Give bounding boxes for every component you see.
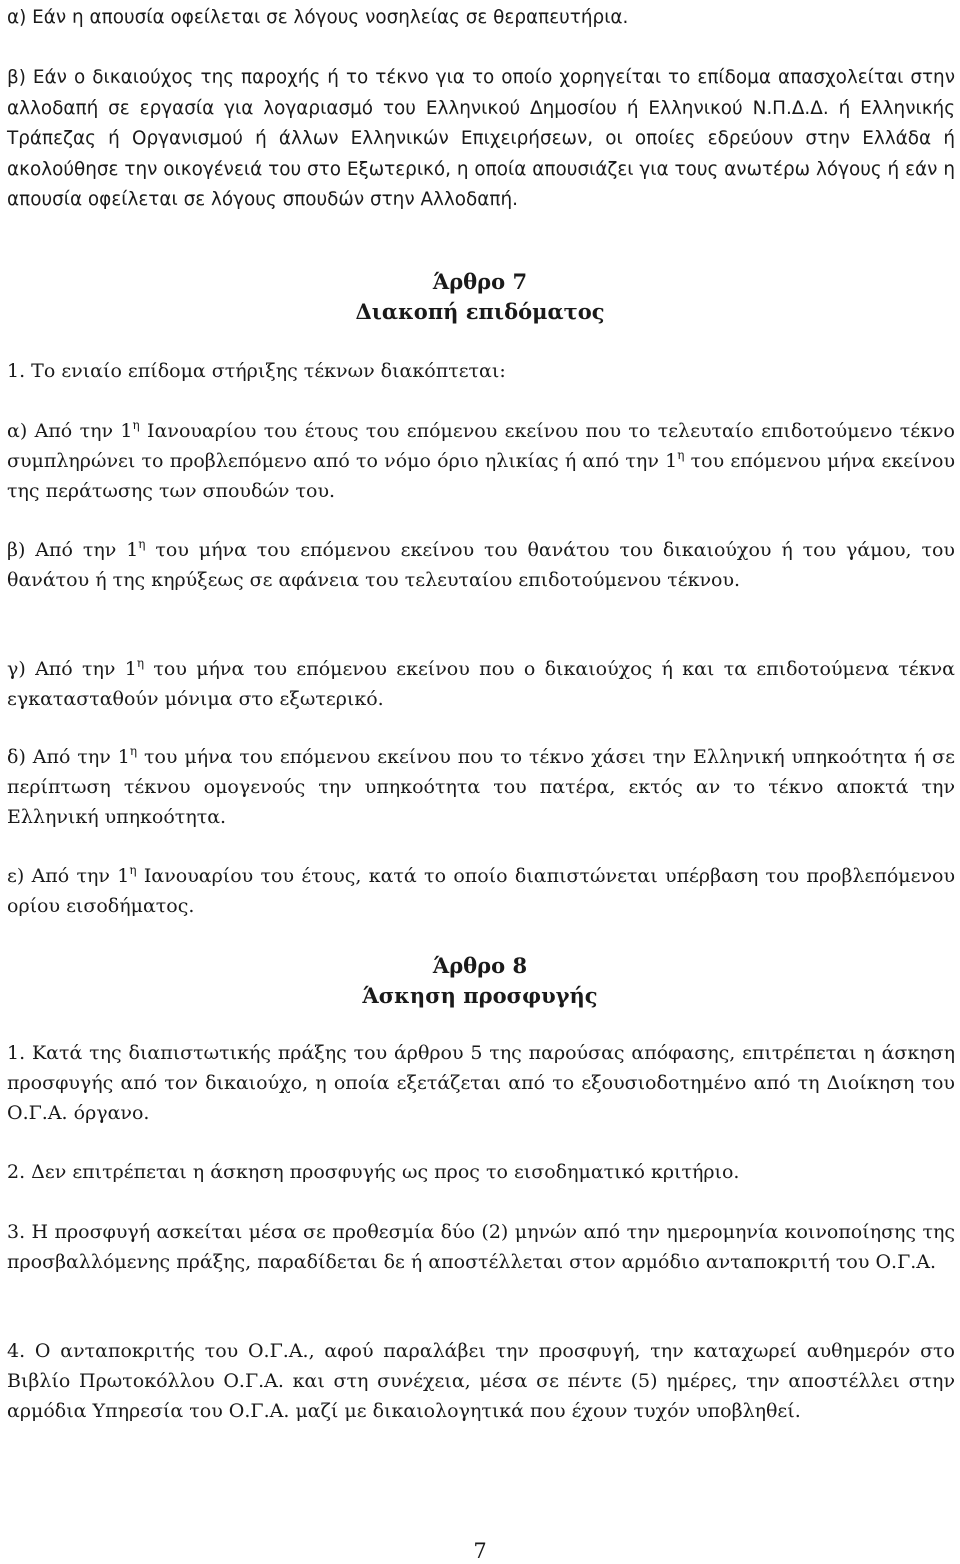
superscript-eta: η (132, 418, 140, 432)
article-8-paragraph-4: 4. Ο ανταποκριτής του Ο.Γ.Α., αφού παραλάβει την προσφυγή, την καταχωρεί αυθημερόν στο Βιβλίο Πρωτοκόλλου Ο.Γ.Α. και στη συνέχεια, μέσα σε πέντε (5) ημέρες, την αποστέλλει στην αρμόδια Υπηρεσία του Ο.Γ.Α. μαζί με δικαιολογητικά που έχουν τυχόν υποβληθεί. (7, 1340, 955, 1422)
superscript-eta: η (138, 537, 146, 551)
superscript-eta: η (136, 656, 145, 670)
article-8-number: Άρθρο 8 (432, 953, 528, 978)
article-8-title: Άσκηση προσφυγής (362, 983, 598, 1008)
article-7-item-beta: β) Από την $1^\eta$ του μήνα του επόμενου εκείνου του θανάτου του δικαιούχου ή του γάμου, του θανάτου ή της κηρύξεως σε αφάνεια του τελευταίου επιδοτούμενου τέκνου. (7, 537, 955, 591)
paragraph-beta-abroad-employment: β) Εάν ο δικαιούχος της παροχής ή το τέκνο για το οποίο χορηγείται το επίδομα απασχολείται στην αλλοδαπή σε εργασία για λογαριασμό του Ελληνικού Δημοσίου ή Ελληνικού Ν.Π.Δ.Δ. ή Ελληνικής Τράπεζας ή Οργανισμού ή άλλων Ελληνικών Επιχειρήσεων, οι οποίες εδρεύουν στην Ελλάδα ή ακολούθησε την οικογένειά του στο Εξωτερικό, η οποία απουσιάζει για τους ανωτέρω λόγους ή εάν η απουσία οφείλεται σε λόγους σπουδών στην Αλλοδαπή. (7, 67, 955, 210)
page-number: 7 (473, 1539, 487, 1563)
article-7-item-epsilon: ε) Από την $1^\eta$ Ιανουαρίου του έτους, κατά το οποίο διαπιστώνεται υπέρβαση του προβλεπόμενου ορίου εισοδήματος. (7, 863, 955, 917)
article-7-item-delta: δ) Από την $1^\eta$ του μήνα του επόμενου εκείνου που το τέκνο χάσει την Ελληνική υπηκοότητα ή σε περίπτωση τέκνου ομογενούς την υπηκοότητα του πατέρα, εκτός αν το τέκνο αποκτά την Ελληνική υπηκοότητα. (7, 744, 955, 828)
superscript-eta: η (129, 863, 137, 877)
superscript-eta: η (677, 448, 685, 462)
article-7-item-alpha: α) Από την $1^\eta$ Ιανουαρίου του έτους του επόμενου εκείνου που το τελευταίο επιδοτούμενο τέκνο συμπληρώνει το προβλεπόμενο από το νόμο όριο ηλικίας ή από την $1^\eta$ του επόμενου μήνα εκείνου της περάτωσης των σπουδών του. (7, 418, 955, 502)
article-7-title: Διακοπή επιδόματος (355, 299, 605, 324)
article-7-item-gamma: γ) Από την $1^\eta$ του μήνα του επόμενου εκείνου που ο δικαιούχος ή και τα επιδοτούμενα τέκνα εγκατασταθούν μόνιμα στο εξωτερικό. (7, 656, 955, 710)
article-7-intro: 1. Το ενιαίο επίδομα στήριξης τέκνων διακόπτεται: (7, 360, 506, 382)
paragraph-alpha-hospitalization: α) Εάν η απουσία οφείλεται σε λόγους νοσηλείας σε θεραπευτήρια. (7, 7, 629, 28)
article-8-paragraph-1: 1. Κατά της διαπιστωτικής πράξης του άρθρου 5 της παρούσας απόφασης, επιτρέπεται η άσκηση προσφυγής από τον δικαιούχο, η οποία εξετάζεται από το εξουσιοδοτημένο από τη Διοίκηση του Ο.Γ.Α. όργανο. (7, 1042, 955, 1124)
article-8-paragraph-3: 3. Η προσφυγή ασκείται μέσα σε προθεσμία δύο (2) μηνών από την ημερομηνία κοινοποίησης της προσβαλλόμενης πράξης, παραδίδεται δε ή αποστέλλεται στον αρμόδιο ανταποκριτή του Ο.Γ.Α. (7, 1221, 955, 1273)
article-8-paragraph-2: 2. Δεν επιτρέπεται η άσκηση προσφυγής ως προς το εισοδηματικό κριτήριο. (7, 1161, 740, 1183)
superscript-eta: η (129, 744, 138, 758)
article-7-number: Άρθρο 7 (432, 269, 528, 294)
